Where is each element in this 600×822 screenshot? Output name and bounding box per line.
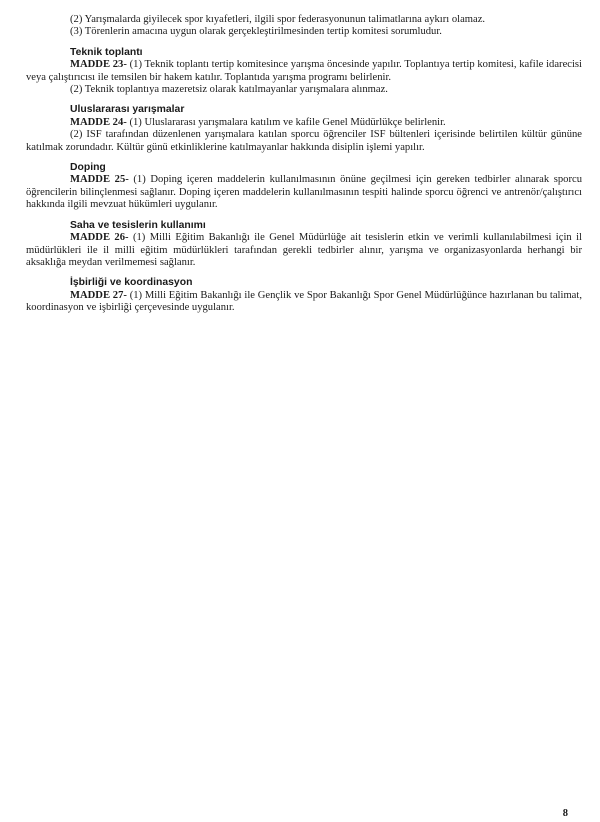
madde-23-text-1: (1) Teknik toplantı tertip komitesince yarışma öncesinde yapılır. Toplantıya tertip komitesi, kafile idarecisi veya çalıştırıcısı ile temsilen bir hakem katılır. Toplantıda yarışma programı belirlenir. [26,59,582,83]
madde-27-text-1: (1) Milli Eğitim Bakanlığı ile Gençlik ve Spor Bakanlığı Spor Genel Müdürlüğünce hazırlanan bu talimat, koordinasyon ve işbirliği çerçevesinde uygulanır. [26,289,582,314]
madde-25-paragraph-1 [26,174,582,211]
madde-24-paragraph-2: (2) ISF tarafından düzenlenen yarışmalara katılan sporcu öğrenciler ISF bültenleri içerisinde belirtilen kültür gününe katılmak zorundadır. Kültür günü etkinliklerine katılmayanlar hakkında disiplin işlemi yapılır. [26,129,582,153]
madde-23-paragraph-2: (2) Teknik toplantıya mazeretsiz olarak katılmayanlar yarışmalara alınmaz. [70,84,388,96]
madde-26-label: MADDE 26- [70,232,129,244]
madde-24-label: MADDE 24- [70,116,127,128]
page-number: 8 [562,808,568,819]
madde-24-text-1: (1) Uluslararası yarışmalara katılım ve kafile Genel Müdürlükçe belirlenir. [129,116,446,128]
section-heading-isbirligi-ve-koordinasyon: İşbirliği ve koordinasyon [70,277,193,289]
madde-27-paragraph-1 [26,290,582,315]
madde-23-paragraph-1 [26,59,582,84]
section-heading-saha-ve-tesisler: Saha ve tesislerin kullanımı [70,219,206,231]
section-heading-uluslararasi-yarismalar: Uluslararası yarışmalar [70,104,185,116]
madde-24-paragraph-1 [26,117,582,129]
madde-25-text-1: (1) Doping içeren maddelerin kullanılmasının önüne geçilmesi için gereken tedbirler alınarak sporcu öğrencilerin bilinçlenmesi sağlanır. Doping içeren maddelerin kullanılmasının tespiti halinde sporcu öğrenci ve antrenör/çalıştırıcı hakkında ilgili mevzuat hükümleri uygulanır. [26,174,582,211]
madde-26-text-1: (1) Milli Eğitim Bakanlığı ile Genel Müdürlüğe ait tesislerin etkin ve verimli kullanılabilmesi için il müdürlükleri ile il milli eğitim müdürlükleri tarafından gerekli tedbirler alınır, yarışma ve organizasyonlarda herhangi bir aksaklığa meydan verilmemesi sağlanır. [26,232,582,268]
intro-paragraph-2: (2) Yarışmalarda giyilecek spor kıyafetleri, ilgili spor federasyonunun talimatlarına aykırı olamaz. [70,14,486,25]
section-heading-teknik-toplanti: Teknik toplantı [70,46,143,58]
section-heading-doping: Doping [70,162,106,174]
intro-paragraph-3: (3) Törenlerin amacına uygun olarak gerçekleştirilmesinden tertip komitesi sorumludur. [70,26,442,38]
madde-27-label: MADDE 27- [70,289,127,301]
madde-23-label: MADDE 23- [70,59,127,71]
madde-26-paragraph-1 [26,232,582,269]
madde-25-label: MADDE 25- [70,174,129,186]
